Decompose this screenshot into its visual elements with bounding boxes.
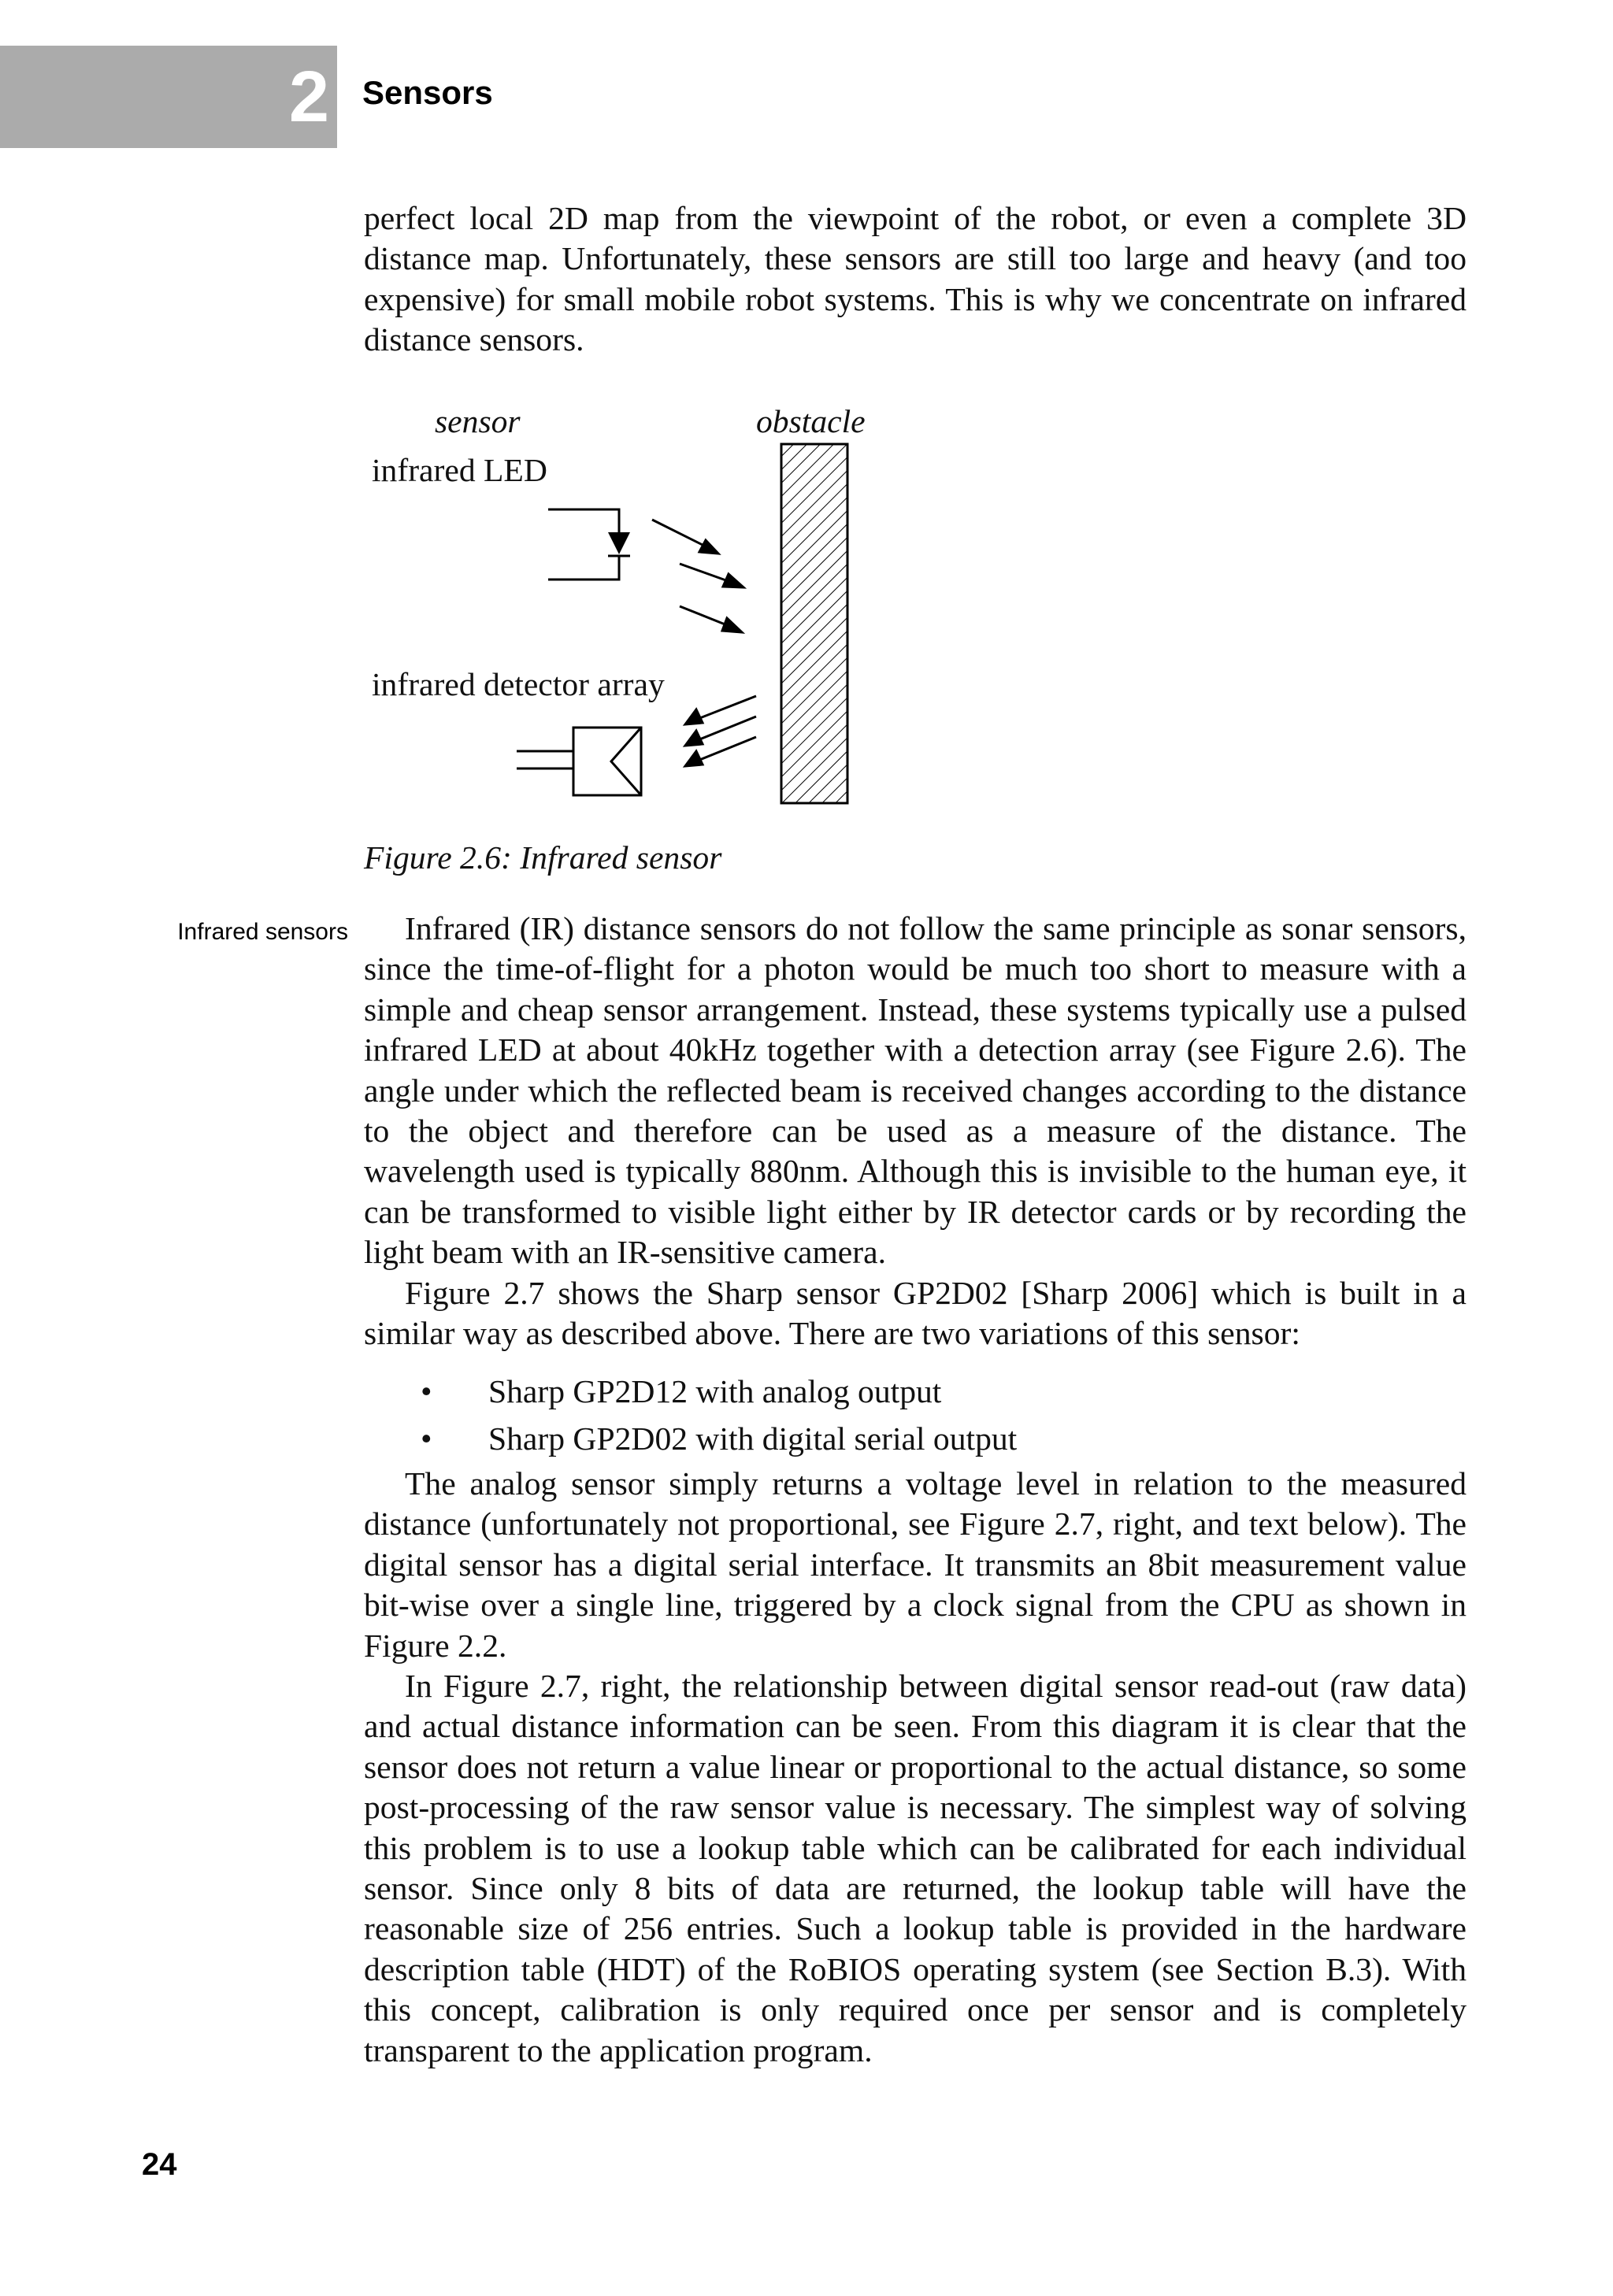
intro-paragraph: perfect local 2D map from the viewpoint of the robot, or even a complete 3D distance map. Unfortunately, these sensors are still too large and heavy (and too expensive) for small mobile robot systems. This is why we concentrate on infrared distance sensors.: [364, 200, 1467, 358]
sensor-variants-list: [364, 1371, 1467, 1465]
analog-paragraph: The analog sensor simply returns a voltage level in relation to the measured distance (unfortunately not proportional, see Figure 2.7, right, and text below). The digital sensor has a digital serial interface. It transmits an 8bit measurement value bit-wise over a single line, triggered by a clock signal from the CPU as shown in Figure 2.2.: [364, 1465, 1467, 1664]
bullet-dot: •: [421, 1373, 432, 1409]
chapter-title: Sensors: [362, 74, 493, 111]
list-item: [364, 1371, 1467, 1412]
infrared-paragraph: Infrared (IR) distance sensors do not follow the same principle as sonar sensors, since the time-of-flight for a photon would be much too short to measure with a simple and cheap sensor arrangement. Instead, these systems typically use a pulsed infrared LED at about 40kHz together with a detection array (see Figure 2.6). The angle under which the reflected beam is received changes according to the distance to the object and therefore can be used as a measure of the distance. The wavelength used is typically 880nm. Although this is invisible to the human eye, it can be transformed to visible light either by IR detector cards or by recording the light beam with an IR-sensitive camera.: [364, 910, 1467, 1271]
figure-label-detector-array: infrared detector array: [372, 666, 665, 702]
list-item-text: Sharp GP2D12 with analog output: [488, 1373, 942, 1409]
page-number: 24: [142, 2147, 177, 2182]
figure-label-infrared-led: infrared LED: [372, 452, 547, 488]
bullet-dot: •: [421, 1420, 432, 1457]
lookup-paragraph: In Figure 2.7, right, the relationship between digital sensor read-out (raw data) and actual distance information can be seen. From this diagram it is clear that the sensor does not return a value linear or proportional to the actual distance, so some post-processing of the raw sensor value is necessary. The simplest way of solving this problem is to use a lookup table which can be calibrated for each individual sensor. Since only 8 bits of data are returned, the lookup table will have the reasonable size of 256 entries. Such a lookup table is provided in the hardware description table (HDT) of the RoBIOS operating system (see Section B.3). With this concept, calibration is only required once per sensor and is completely transparent to the application program.: [364, 1668, 1467, 2068]
detector-symbol: [517, 728, 641, 795]
figure-label-obstacle: obstacle: [756, 403, 866, 439]
figure-label-sensor: sensor: [435, 403, 521, 439]
sharp-paragraph: Figure 2.7 shows the Sharp sensor GP2D02 [Sharp 2006] which is built in a similar way as described above. There are two variations of this sensor:: [364, 1275, 1467, 1352]
list-item-text: Sharp GP2D02 with digital serial output: [488, 1420, 1018, 1457]
list-item: [364, 1418, 1467, 1459]
obstacle-wall: [781, 444, 847, 803]
led-symbol: [548, 509, 630, 580]
emitted-rays: [652, 520, 743, 632]
figure-caption: Figure 2.6: Infrared sensor: [364, 839, 722, 876]
margin-note: Infrared sensors: [177, 919, 348, 945]
infrared-sensor-figure: [362, 394, 914, 819]
reflected-rays: [685, 696, 756, 766]
chapter-number: 2: [288, 57, 329, 137]
